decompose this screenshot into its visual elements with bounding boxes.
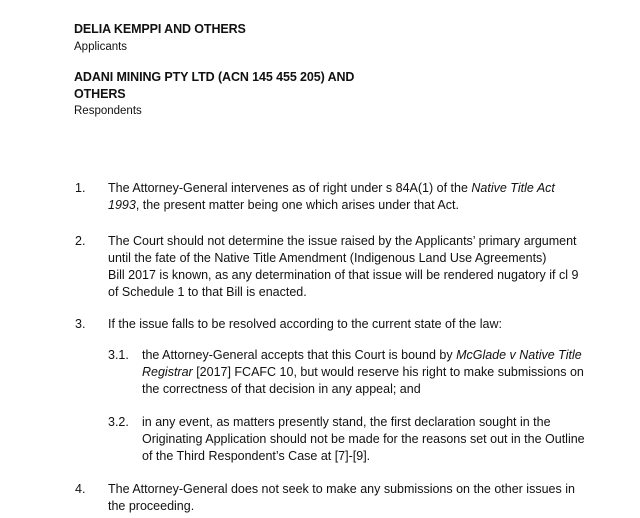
paragraph-body bbox=[108, 180, 608, 214]
paragraph-line: the proceeding. bbox=[108, 499, 195, 513]
paragraph-text: the Attorney-General accepts that this Court is bound by bbox=[142, 348, 457, 362]
respondents-role: Respondents bbox=[74, 105, 142, 117]
paragraph-line: Originating Application should not be made for the reasons set out in the Outline bbox=[142, 432, 585, 446]
applicants-role: Applicants bbox=[74, 41, 128, 53]
applicants-name: DELIA KEMPPI AND OTHERS bbox=[74, 22, 246, 36]
respondents-name-line1: ADANI MINING PTY LTD (ACN 145 455 205) AND bbox=[74, 70, 355, 84]
paragraph-body bbox=[108, 233, 608, 301]
subparagraph-body bbox=[142, 414, 612, 465]
paragraph-line: the correctness of that decision in any appeal; and bbox=[142, 382, 421, 396]
paragraph-number: 4. bbox=[75, 482, 86, 496]
paragraph-line: of Schedule 1 to that Bill is enacted. bbox=[108, 285, 307, 299]
paragraph-line: until the fate of the Native Title Amendment (Indigenous Land Use Agreements) bbox=[108, 251, 547, 265]
case-name-cont: Registrar bbox=[142, 365, 193, 379]
paragraph-line: The Attorney-General does not seek to make any submissions on the other issues in bbox=[108, 482, 575, 496]
paragraph-line: Bill 2017 is known, as any determination of that issue will be rendered nugatory if cl 9 bbox=[108, 268, 579, 282]
paragraph-line: The Court should not determine the issue raised by the Applicants’ primary argument bbox=[108, 234, 577, 248]
paragraph-number: 3. bbox=[75, 317, 86, 331]
paragraph-body bbox=[108, 481, 608, 515]
respondents-name-line2: OTHERS bbox=[74, 87, 126, 101]
case-name: McGlade v Native Title bbox=[456, 348, 582, 362]
subparagraph-number: 3.1. bbox=[108, 348, 129, 362]
subparagraph-number: 3.2. bbox=[108, 415, 129, 429]
paragraph-number: 2. bbox=[75, 234, 86, 248]
subparagraph-body bbox=[142, 347, 612, 398]
paragraph-line: of the Third Respondent’s Case at [7]-[9]. bbox=[142, 449, 371, 463]
paragraph-number: 1. bbox=[75, 181, 86, 195]
paragraph-body: If the issue falls to be resolved according to the current state of the law: bbox=[108, 317, 502, 331]
paragraph-text: , the present matter being one which arises under that Act. bbox=[135, 198, 459, 212]
paragraph-line: in any event, as matters presently stand, the first declaration sought in the bbox=[142, 415, 551, 429]
paragraph-text: [2017] FCAFC 10, but would reserve his right to make submissions on bbox=[192, 365, 584, 379]
act-name: Native Title Act bbox=[471, 181, 555, 195]
paragraph-text: The Attorney-General intervenes as of right under s 84A(1) of the bbox=[108, 181, 472, 195]
act-year: 1993 bbox=[108, 198, 136, 212]
